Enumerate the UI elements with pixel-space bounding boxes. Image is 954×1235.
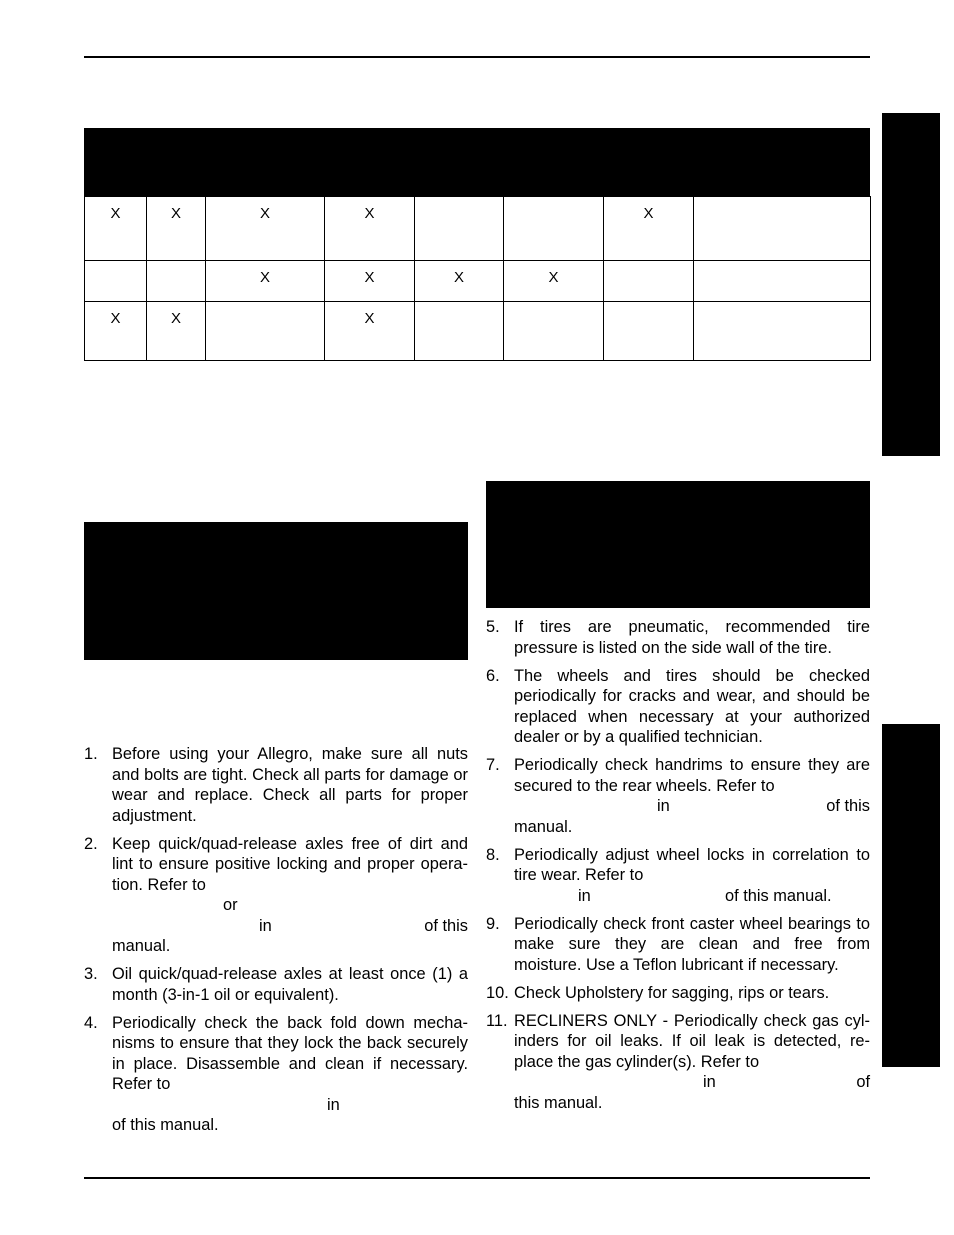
list-item-text: tion. Refer to	[112, 875, 206, 894]
list-item-text-row	[514, 886, 870, 907]
list-item-text: inders for oil leaks. If oil leak is detected, re-	[514, 1032, 870, 1050]
list-item-text: place the gas cylinder(s). Refer to	[514, 1052, 760, 1071]
table-cell	[206, 302, 325, 361]
list-item	[486, 845, 870, 907]
table-row	[85, 197, 871, 261]
list-item	[84, 964, 468, 1005]
list-item-number: 2.	[84, 834, 98, 853]
list-item-text: If tires are pneumatic, recommended tire pressure is listed on the side wall of the tire.	[514, 618, 870, 657]
list-item-number: 11.	[486, 1011, 508, 1030]
list-item	[486, 914, 870, 976]
table-cell: X	[147, 302, 206, 361]
list-item	[486, 666, 870, 748]
table-cell: X	[325, 261, 415, 302]
list-item-text: Periodically check front caster wheel bearings to make sure they are clean and free from moisture. Use a Teflon lubricant if necessary.	[514, 914, 870, 974]
list-item-text: Periodically adjust wheel locks in correlation to	[514, 845, 870, 864]
side-tab-lower	[882, 724, 940, 1067]
list-item-text: in	[327, 1095, 340, 1114]
left-notice-box	[84, 522, 468, 660]
maintenance-list-right	[486, 617, 870, 1121]
list-item-number: 1.	[84, 745, 98, 763]
list-item-text: manual.	[514, 817, 573, 836]
table-cell	[604, 302, 694, 361]
table-cell: X	[85, 197, 147, 261]
list-item-number: 9.	[486, 914, 500, 933]
list-item-text: of this	[826, 797, 870, 815]
table-cell: X	[325, 197, 415, 261]
list-item-number: 7.	[486, 756, 500, 774]
list-item-text: in	[259, 916, 272, 935]
list-item	[84, 834, 468, 957]
top-rule	[84, 56, 870, 58]
table-cell	[694, 302, 871, 361]
list-item-text: tire wear. Refer to	[514, 866, 644, 884]
table-row	[85, 302, 871, 361]
list-item-text: secured to the rear wheels. Refer to	[514, 776, 775, 795]
list-item-text: of this manual.	[725, 886, 832, 905]
list-item-text: manual.	[112, 937, 171, 955]
table-cell	[415, 197, 504, 261]
list-item-text: in	[578, 886, 591, 905]
list-item	[486, 755, 870, 837]
table-cell	[85, 261, 147, 302]
list-item-text: Oil quick/quad-release axles at least once (1) a month (3-in-1 oil or equivalent).	[112, 965, 468, 1004]
table-cell	[147, 261, 206, 302]
list-item	[486, 983, 870, 1004]
list-item	[84, 1013, 468, 1136]
list-item-text: in place. Disassemble and clean if necessary.	[112, 1054, 468, 1073]
table-cell	[504, 197, 604, 261]
list-item-text: Periodically check the back fold down mecha-	[112, 1013, 468, 1032]
list-item-number: 3.	[84, 965, 98, 983]
table-cell	[604, 261, 694, 302]
list-item-number: 4.	[84, 1013, 98, 1032]
list-item-text: The wheels and tires should be checked periodically for cracks and wear, and should be replaced when necessary at your authorized dealer or by a qualified technician.	[514, 666, 870, 746]
list-item-text: in	[657, 797, 670, 815]
table-cell: X	[85, 302, 147, 361]
table-cell: X	[206, 197, 325, 261]
maintenance-list-left	[84, 744, 468, 1143]
table-cell	[415, 302, 504, 361]
list-item-text: RECLINERS ONLY - Periodically check gas cyl-	[514, 1011, 870, 1030]
list-item-text: Periodically check handrims to ensure they are	[514, 756, 870, 774]
table-cell: X	[147, 197, 206, 261]
list-item-text: or	[223, 896, 238, 914]
right-notice-box	[486, 481, 870, 608]
table-cell: X	[415, 261, 504, 302]
bottom-rule	[84, 1177, 870, 1179]
list-item-text-row	[112, 916, 468, 937]
side-tab-upper	[882, 113, 940, 456]
table-cell	[694, 197, 871, 261]
list-item-number: 10.	[486, 983, 509, 1002]
list-item-text: of	[856, 1073, 870, 1091]
list-item-text: of this	[424, 916, 468, 935]
list-item-text: nisms to ensure that they lock the back securely	[112, 1034, 468, 1052]
list-item	[84, 744, 468, 826]
list-item-text: in	[703, 1073, 716, 1091]
inspection-table	[84, 196, 871, 361]
list-item-text-row	[514, 1072, 870, 1093]
list-item	[486, 617, 870, 658]
list-item-text: lint to ensure positive locking and proper opera-	[112, 855, 468, 873]
table-header-band	[84, 128, 870, 196]
list-item-text: Check Upholstery for sagging, rips or tears.	[514, 983, 830, 1002]
table-cell	[694, 261, 871, 302]
list-item-number: 6.	[486, 666, 500, 685]
list-item-text-row	[514, 796, 870, 817]
list-item-number: 5.	[486, 618, 500, 636]
list-item-text: Before using your Allegro, make sure all nuts and bolts are tight. Check all parts for damage or wear and replace. Check all parts for proper adjustment.	[112, 745, 468, 825]
list-item-text: of this manual.	[112, 1116, 219, 1134]
table-cell: X	[604, 197, 694, 261]
list-item	[486, 1011, 870, 1114]
table-row	[85, 261, 871, 302]
table-cell	[504, 302, 604, 361]
table-cell: X	[206, 261, 325, 302]
list-item-text: Keep quick/quad-release axles free of dirt and	[112, 834, 468, 853]
table-cell: X	[325, 302, 415, 361]
list-item-text: this manual.	[514, 1093, 603, 1112]
list-item-text: Refer to	[112, 1075, 171, 1093]
list-item-number: 8.	[486, 845, 500, 864]
table-cell: X	[504, 261, 604, 302]
